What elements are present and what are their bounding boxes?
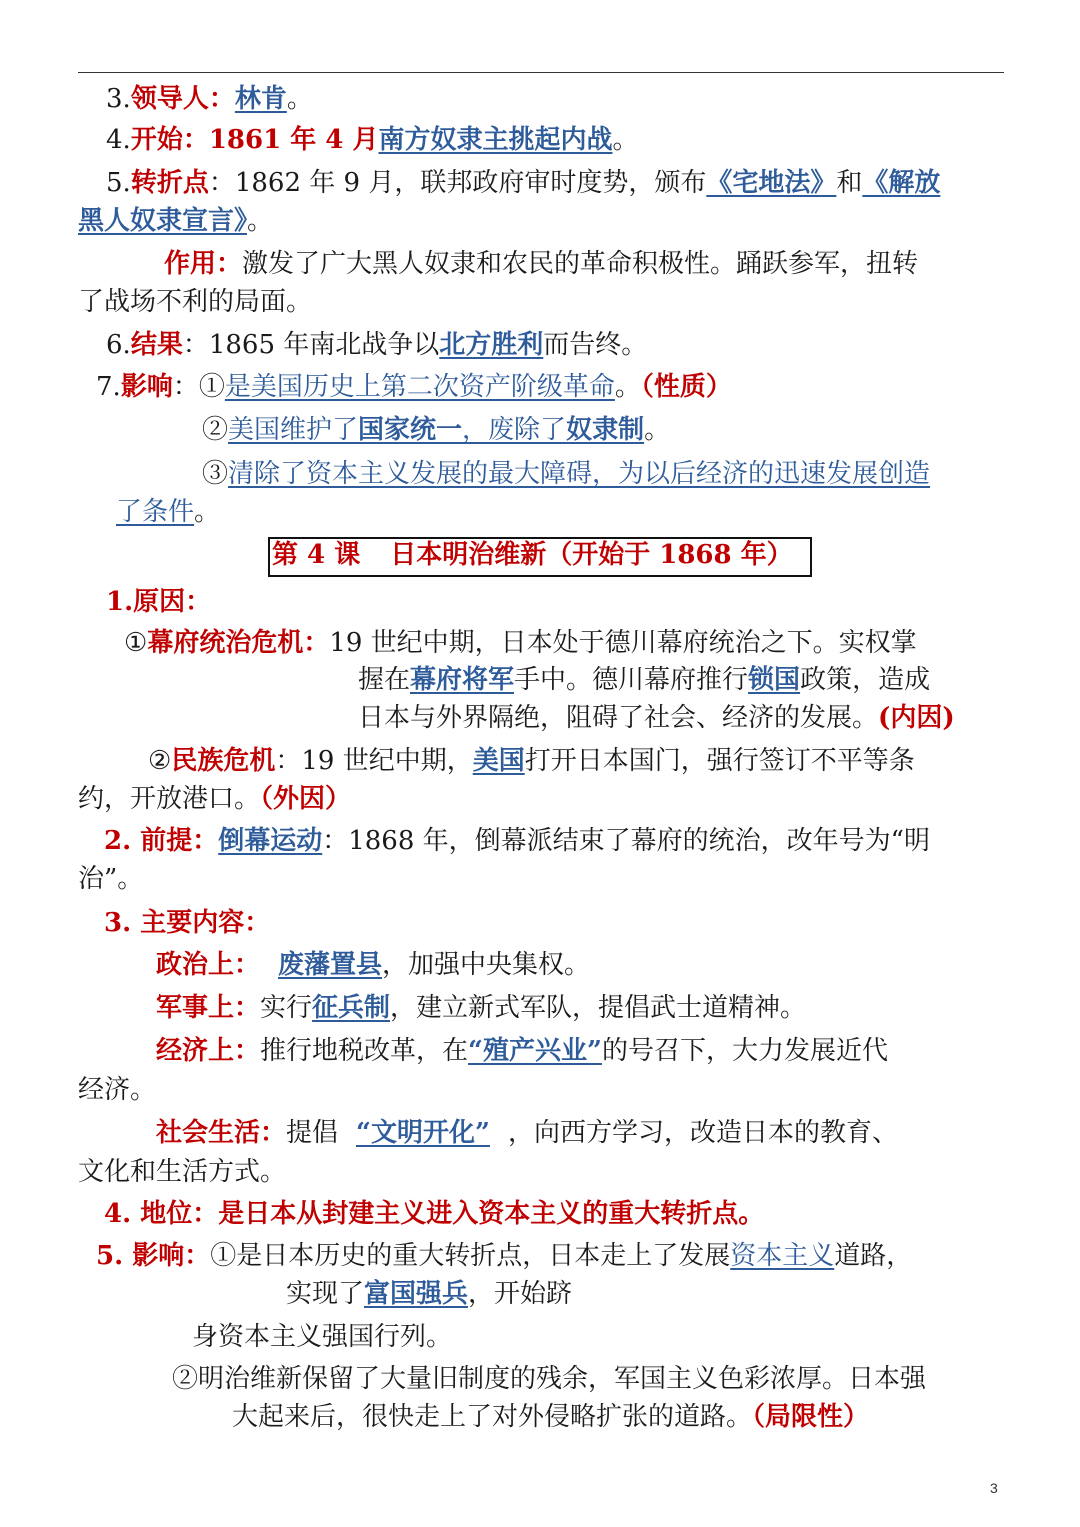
social-line: 社会生活：提倡 “文明开化” ，向西方学习，改造日本的教育、 bbox=[156, 1118, 898, 1148]
cause-heading: 1.原因： bbox=[106, 587, 212, 617]
effect-line-2: 了战场不利的局面。 bbox=[78, 287, 313, 317]
influence-line-2: ②美国维护了国家统一，废除了奴隶制。 bbox=[202, 415, 671, 445]
influence-line-3b: 了条件。 bbox=[116, 497, 221, 527]
turning-point-line: 5.转折点：1862 年 9 月，联邦政府审时度势，颁布《宅地法》和《解放 bbox=[106, 168, 941, 198]
result-line: 6.结果：1865 年南北战争以北方胜利而告终。 bbox=[106, 330, 648, 360]
content-heading: 3. 主要内容： bbox=[104, 908, 271, 938]
impact-line-2: ②明治维新保留了大量旧制度的残余，军国主义色彩浓厚。日本强 bbox=[172, 1364, 927, 1394]
cause-2-line-2: 约，开放港口。（外因） bbox=[78, 784, 352, 814]
leader-line: 3.领导人：林肯。 bbox=[106, 84, 313, 114]
turning-point-line-2: 黑人奴隶宣言》。 bbox=[78, 206, 274, 236]
cause-2-line-1: ②民族危机：19 世纪中期，美国打开日本国门，强行签订不平等条 bbox=[148, 746, 915, 776]
cause-1-line-2: 握在幕府将军手中。德川幕府推行锁国政策，造成 bbox=[358, 665, 931, 695]
impact-line-1c: 身资本主义强国行列。 bbox=[192, 1322, 453, 1352]
influence-line-3: ③清除了资本主义发展的最大障碍，为以后经济的迅速发展创造 bbox=[202, 459, 931, 489]
political-line: 政治上： 废藩置县，加强中央集权。 bbox=[156, 950, 591, 980]
cause-1-line-1: ①幕府统治危机：19 世纪中期，日本处于德川幕府统治之下。实权掌 bbox=[124, 628, 917, 658]
social-line-2: 文化和生活方式。 bbox=[78, 1157, 287, 1187]
economic-line-2: 经济。 bbox=[78, 1075, 157, 1105]
military-line: 军事上：实行征兵制，建立新式军队，提倡武士道精神。 bbox=[156, 993, 807, 1023]
status-line: 4. 地位：是日本从封建主义进入资本主义的重大转折点。 bbox=[104, 1199, 765, 1229]
impact-line-1b: 实现了富国强兵，开始跻 bbox=[286, 1279, 573, 1309]
effect-line: 作用：激发了广大黑人奴隶和农民的革命积极性。踊跃参军，扭转 bbox=[164, 249, 919, 279]
start-line: 4.开始：1861 年 4 月南方奴隶主挑起内战。 bbox=[106, 125, 639, 155]
impact-line-2b: 大起来后，很快走上了对外侵略扩张的道路。（局限性） bbox=[232, 1402, 870, 1432]
impact-line-1: 5. 影响：①是日本历史的重大转折点，日本走上了发展资本主义道路， bbox=[96, 1241, 913, 1271]
top-rule bbox=[78, 72, 1004, 73]
cause-1-line-3: 日本与外界隔绝，阻碍了社会、经济的发展。(内因) bbox=[358, 703, 955, 733]
page-number: 3 bbox=[990, 1480, 998, 1496]
influence-line-1: 7.影响：①是美国历史上第二次资产阶级革命。（性质） bbox=[96, 372, 732, 402]
economic-line: 经济上：推行地税改革，在“殖产兴业”的号召下，大力发展近代 bbox=[156, 1036, 888, 1066]
lesson-title: 第 4 课 日本明治维新（开始于 1868 年） bbox=[272, 540, 793, 570]
premise-line-2: 治”。 bbox=[78, 864, 144, 894]
premise-line: 2. 前提：倒幕运动：1868 年，倒幕派结束了幕府的统治，改年号为“明 bbox=[104, 826, 930, 856]
